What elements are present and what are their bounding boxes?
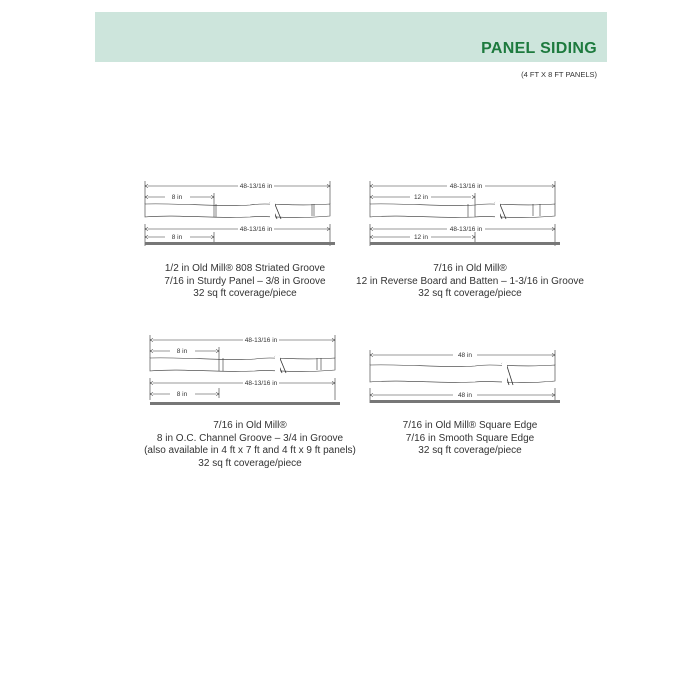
product-card-square-edge xyxy=(365,345,575,480)
dim-spacing-bottom: 8 in xyxy=(171,234,183,241)
product-card-channel-groove xyxy=(145,330,355,480)
caption-line: 8 in O.C. Channel Groove – 3/4 in Groove xyxy=(156,432,344,444)
caption-line: 12 in Reverse Board and Batten – 1-3/16 in Groove xyxy=(356,275,584,287)
profile-diagram-reverse-board-batten xyxy=(365,176,575,256)
caption-line: 7/16 in Sturdy Panel – 3/8 in Groove xyxy=(164,275,326,287)
dim-overall-top: 48-13/16 in xyxy=(244,337,278,344)
caption-line: 7/16 in Old Mill® xyxy=(213,420,287,431)
caption-line: 32 sq ft coverage/piece xyxy=(198,457,302,469)
dim-spacing-bottom: 12 in xyxy=(413,234,429,241)
dim-spacing-top: 8 in xyxy=(171,194,183,201)
page-title: PANEL SIDING xyxy=(481,40,597,57)
dim-overall-top: 48-13/16 in xyxy=(239,183,273,190)
caption-line: 7/16 in Old Mill® Square Edge xyxy=(402,420,538,431)
caption-line: 32 sq ft coverage/piece xyxy=(193,288,297,299)
dim-overall-bottom: 48-13/16 in xyxy=(244,380,278,387)
dim-overall-top: 48 in xyxy=(457,352,473,359)
caption-line: 32 sq ft coverage/piece xyxy=(418,445,522,456)
profile-diagram-square-edge xyxy=(365,345,575,415)
caption-line: 1/2 in Old Mill® 808 Striated Groove xyxy=(164,263,326,274)
dim-overall-bottom: 48-13/16 in xyxy=(449,226,483,233)
caption-line: 7/16 in Smooth Square Edge xyxy=(405,432,535,444)
profile-diagram-channel-groove xyxy=(145,330,355,410)
product-caption xyxy=(120,263,370,301)
dim-spacing-top: 8 in xyxy=(176,348,188,355)
caption-line: 32 sq ft coverage/piece xyxy=(418,288,522,299)
dim-overall-bottom: 48-13/16 in xyxy=(239,226,273,233)
profile-diagram-striated xyxy=(140,176,350,256)
dim-spacing-top: 12 in xyxy=(413,194,429,201)
product-card-striated xyxy=(140,176,350,306)
product-caption xyxy=(345,263,595,301)
product-caption xyxy=(345,420,595,458)
caption-line: (also available in 4 ft x 7 ft and 4 ft x 9 ft panels) xyxy=(144,445,356,456)
dim-spacing-bottom: 8 in xyxy=(176,391,188,398)
caption-line: 7/16 in Old Mill® xyxy=(433,263,507,274)
dim-overall-bottom: 48 in xyxy=(457,392,473,399)
dim-overall-top: 48-13/16 in xyxy=(449,183,483,190)
page-subtitle: (4 FT X 8 FT PANELS) xyxy=(521,70,597,79)
product-card-reverse-board-batten xyxy=(356,176,584,306)
